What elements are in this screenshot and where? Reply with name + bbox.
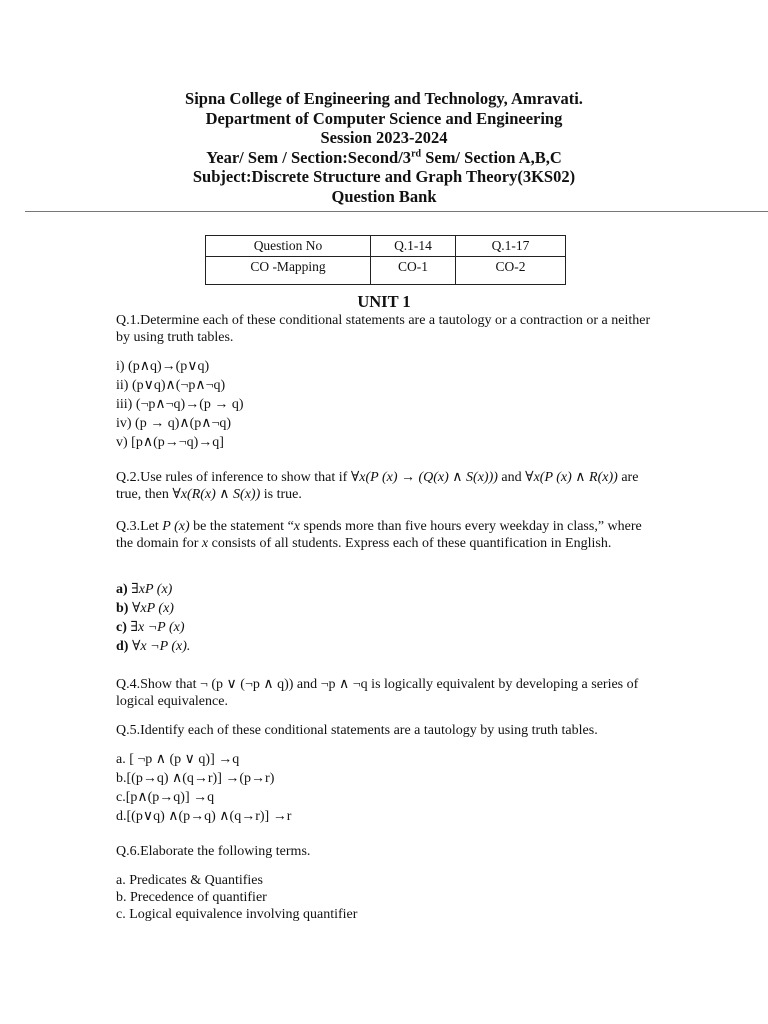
question-2-text: are true, then (116, 470, 639, 502)
list-item (116, 599, 661, 618)
question-5-list (116, 750, 661, 826)
question-3-list (116, 580, 661, 656)
formula: ∃x ¬P (x) (130, 620, 185, 635)
header-divider (25, 211, 768, 212)
table-cell: CO-2 (456, 257, 566, 285)
formula: ∀x ¬P (x). (131, 639, 191, 654)
question-3-text: consists of all students. Express each of these quantification in English. (208, 536, 612, 551)
list-item: iv) (p → q)∧(p∧¬q) (116, 416, 232, 431)
list-item: i) (p∧q)→(p∨q) (116, 359, 210, 374)
unit-title: UNIT 1 (357, 292, 411, 311)
year-superscript: rd (411, 148, 422, 159)
list-item: v) [p∧(p→¬q)→q] (116, 435, 224, 450)
question-2 (116, 469, 661, 503)
item-label: a) (116, 582, 128, 597)
subject-line: Subject:Discrete Structure and Graph Theory(3KS02) (192, 167, 576, 186)
table-cell: Q.1-17 (456, 236, 566, 257)
table-cell: Question No (206, 236, 371, 257)
question-3-text: Q.3.Let (116, 519, 163, 534)
question-5: Q.5.Identify each of these conditional statements are a tautology by using truth tables. (116, 723, 598, 738)
list-item: c. Logical equivalence involving quantifier (116, 907, 358, 922)
question-3-text: be the statement “ (189, 519, 294, 534)
formula: ∀x(P (x) → (Q(x) ∧ S(x))) (350, 470, 498, 485)
list-item: a. Predicates & Quantifies (116, 873, 263, 888)
table-row (206, 236, 566, 257)
table-cell: Q.1-14 (371, 236, 456, 257)
formula: x (293, 519, 301, 534)
year-prefix: Year/ Sem / Section:Second/3 (206, 147, 412, 167)
question-1-list (116, 357, 661, 452)
table-cell: CO-1 (371, 257, 456, 285)
item-label: b) (116, 601, 129, 616)
list-item: iii) (¬p∧¬q)→(p → q) (116, 397, 244, 412)
department-name: Department of Computer Science and Engineering (205, 108, 563, 128)
list-item: a. [ ¬p ∧ (p ∨ q)] →q (116, 752, 240, 767)
question-2-text: Q.2.Use rules of inference to show that if (116, 470, 351, 485)
formula: ∀xP (x) (131, 601, 174, 616)
formula: P (x) (162, 519, 190, 534)
list-item (116, 580, 661, 599)
formula: ∀x(P (x) ∧ R(x)) (525, 470, 618, 485)
question-2-text: and (497, 470, 526, 485)
year-line (0, 148, 768, 168)
list-item: c.[p∧(p→q)] →q (116, 790, 215, 805)
table-cell: CO -Mapping (206, 257, 371, 285)
co-mapping-table (205, 235, 566, 285)
item-label: d) (116, 639, 129, 654)
question-2-text: is true. (260, 487, 302, 502)
question-6: Q.6.Elaborate the following terms. (116, 844, 311, 859)
formula: ∀x(R(x) ∧ S(x)) (172, 487, 261, 502)
list-item: d.[(p∨q) ∧(p→q) ∧(q→r)] →r (116, 809, 292, 824)
college-name: Sipna College of Engineering and Technology, Amravati. (185, 89, 583, 108)
session-line: Session 2023-2024 (320, 128, 448, 147)
list-item (116, 637, 661, 656)
year-suffix: Sem/ Section A,B,C (421, 147, 562, 167)
question-3 (116, 518, 661, 552)
document-type: Question Bank (331, 186, 437, 206)
item-label: c) (116, 620, 127, 635)
list-item: b.[(p→q) ∧(q→r)] →(p→r) (116, 771, 275, 786)
table-row (206, 257, 566, 285)
question-4: Q.4.Show that ¬ (p ∨ (¬p ∧ q)) and ¬p ∧ ¬q is logically equivalent by developing a series of logical equivalence. (116, 677, 639, 709)
list-item (116, 618, 661, 637)
formula: x (201, 536, 209, 551)
question-3-text: spends more than five hours every weekday in class,” where the domain for (116, 519, 642, 551)
list-item: ii) (p∨q)∧(¬p∧¬q) (116, 378, 226, 393)
document-header (0, 89, 768, 206)
question-1: Q.1.Determine each of these conditional statements are a tautology or a contraction or a neither by using truth tables. (116, 313, 651, 345)
question-6-list (116, 872, 661, 923)
formula: ∃xP (x) (131, 582, 173, 597)
list-item: b. Precedence of quantifier (116, 890, 267, 905)
